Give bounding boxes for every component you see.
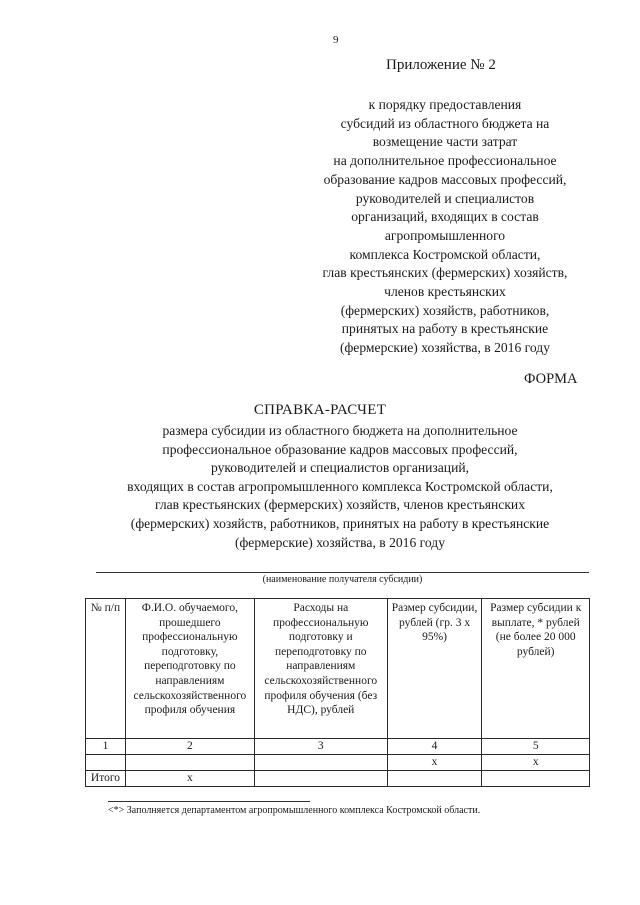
appendix-line: возмещение части затрат [372,134,518,150]
appendix-line: субсидий из областного бюджета на [340,115,550,131]
appendix-line: к порядку предоставления [368,97,522,112]
table-data-row [86,754,590,770]
footnote: <*> Заполняется департаментом агропромышленного комплекса Костромской области. [108,805,481,816]
total-label: Итого [86,770,126,786]
appendix-line: организаций, входящих в состав [351,209,539,225]
table-header-row [86,599,590,739]
appendix-description [300,96,590,358]
table-total-row [86,770,590,786]
table-cell [254,770,387,786]
appendix-line: руководителей и специалистов [355,190,535,206]
document-line: входящих в состав агропромышленного комплекса Костромской области, [127,478,553,494]
recipient-underline [96,572,589,573]
appendix-line: на дополнительное профессиональное [333,153,557,169]
header-cell-payout: Размер субсидии к выплате, * рублей (не более 20 000 рублей) [482,599,590,739]
form-label: ФОРМА [524,371,578,387]
document-line: (фермерских) хозяйств, работников, принятых на работу в крестьянские [130,515,550,531]
recipient-caption: (наименование получателя субсидии) [262,574,423,585]
table-cell [254,754,387,770]
document-line: профессиональное образование кадров массовых профессий, [162,441,518,457]
appendix-line: (фермерских) хозяйств, работников, [340,302,550,318]
table-cell: х [482,754,590,770]
column-numbers-row [86,739,590,755]
document-line: глав крестьянских (фермерских) хозяйств, членов крестьянских [154,497,526,513]
table-cell: х [387,754,482,770]
document-title: СПРАВКА-РАСЧЕТ [253,402,387,418]
appendix-line: глав крестьянских (фермерских) хозяйств, [322,265,568,281]
appendix-line: (фермерские) хозяйства, в 2016 году [339,340,551,356]
column-number: 4 [387,739,482,755]
document-line: руководителей и специалистов организаций, [210,460,470,476]
page-number: 9 [333,34,339,46]
appendix-line: образование кадров массовых профессий, [323,171,567,187]
table-cell [125,754,254,770]
document-description [60,422,620,552]
table-cell [387,770,482,786]
header-cell-number: № п/п [86,599,126,739]
column-number: 3 [254,739,387,755]
subsidy-table [85,598,590,787]
column-number: 5 [482,739,590,755]
table-cell [482,770,590,786]
footnote-separator [108,801,310,802]
column-number: 2 [125,739,254,755]
table-cell: х [125,770,254,786]
appendix-line: агропромышленного [384,227,506,243]
header-cell-subsidy: Размер субсидии, рублей (гр. 3 х 95%) [387,599,482,739]
document-line: (фермерские) хозяйства, в 2016 году [234,534,446,550]
table-cell [86,754,126,770]
column-number: 1 [86,739,126,755]
header-cell-expenses: Расходы на профессиональную подготовку и переподготовку по направлениям сельскохозяйственного профиля обучения (без НДС), рублей [254,599,387,739]
appendix-line: комплекса Костромской области, [349,246,541,262]
appendix-line: членов крестьянских [384,284,506,300]
header-cell-trainee: Ф.И.О. обучаемого, прошедшего профессиональную подготовку, переподготовку по направлениям сельскохозяйственного профиля обучения [125,599,254,739]
appendix-title: Приложение № 2 [386,57,496,73]
document-line: размера субсидии из областного бюджета на дополнительное [162,423,518,438]
appendix-line: принятых на работу в крестьянские [341,321,549,337]
